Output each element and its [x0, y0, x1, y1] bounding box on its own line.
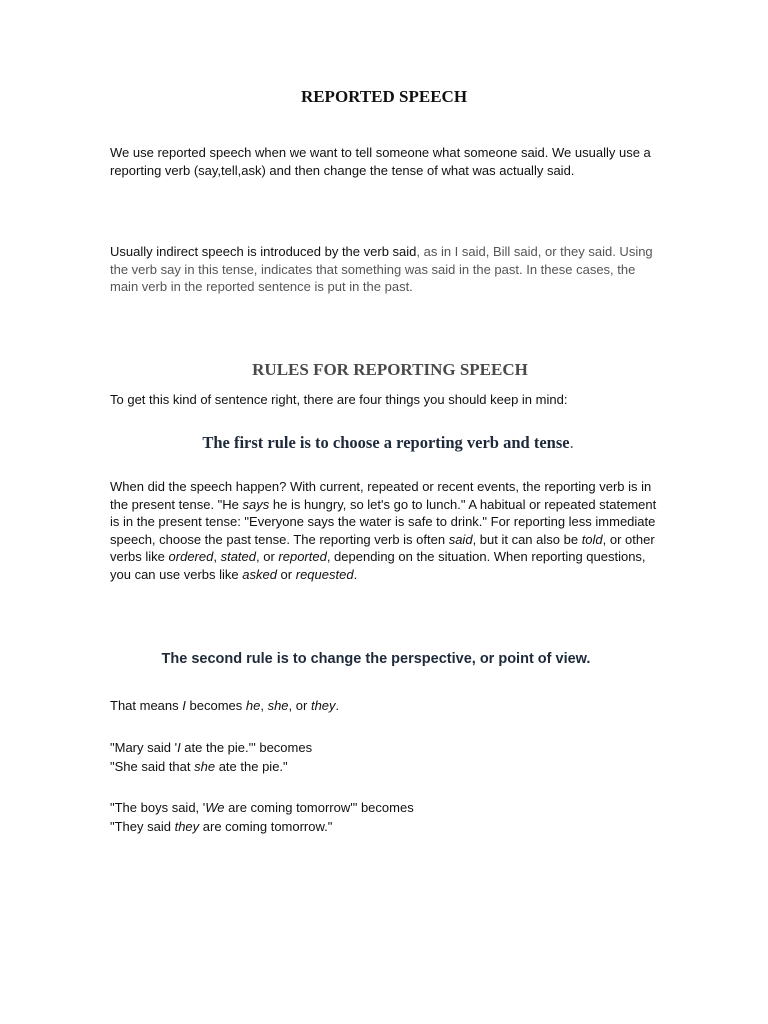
- rule1-text-4: , or other verbs like: [110, 531, 655, 564]
- rule1-text-1: When did the speech happen? With current, repeated or recent events, the reporting verb is in the present tense. "He: [110, 479, 652, 512]
- rule1-stated: stated: [220, 549, 256, 564]
- means-text-d: , or: [288, 698, 311, 713]
- rule1-paragraph: [110, 478, 662, 583]
- means-text-e: .: [335, 698, 340, 713]
- ex1-i: I: [177, 740, 181, 755]
- rules-intro: To get this kind of sentence right, there are four things you should keep in mind:: [110, 392, 568, 407]
- rule2-heading: The second rule is to change the perspective, or point of view.: [161, 651, 591, 667]
- ex1-text-a: "Mary said ': [110, 740, 178, 755]
- ex2-text-c: "They said: [110, 818, 175, 834]
- rule1-heading-period: .: [569, 433, 574, 452]
- rule1-text-8: .: [353, 566, 358, 582]
- rule1-reported: reported: [278, 549, 327, 564]
- means-he: he: [245, 698, 261, 713]
- rule1-heading-text: The first rule is to choose a reporting verb and tense: [202, 433, 570, 452]
- example-1: [110, 739, 662, 775]
- rule1-text-7: or: [276, 566, 296, 582]
- rule1-heading: [0, 433, 768, 453]
- rule1-requested: requested: [295, 566, 354, 582]
- intro-paragraph: We use reported speech when we want to tell someone what someone said. We usually use a reporting verb (say,tell,ask) and then change the tense of what was actually said.: [110, 145, 651, 178]
- rules-heading: RULES FOR REPORTING SPEECH: [252, 360, 528, 379]
- example-1-line-2: [110, 758, 662, 776]
- means-she: she: [267, 698, 289, 713]
- rule1-asked: asked: [242, 566, 277, 582]
- rule1-text-3: , but it can also be: [472, 531, 582, 547]
- example-2-line-1: [110, 799, 662, 817]
- example-1-line-1: [110, 739, 662, 757]
- ex2-text-b: are coming tomorrow'" becomes: [224, 800, 414, 815]
- means-i: I: [182, 698, 186, 713]
- ex1-text-d: ate the pie.": [215, 758, 288, 774]
- example-2: [110, 799, 662, 835]
- rule1-says: says: [242, 496, 270, 512]
- means-text-a: That means: [110, 698, 183, 713]
- indirect-speech-paragraph: [110, 243, 662, 296]
- rule1-text-2: he is hungry, so let's go to lunch." A habitual or repeated statement is in the present tense: "Everyone says the water is safe to drink." For reporting less immediate speech, choose the past tense. The reporting verb is often: [110, 496, 657, 547]
- ex2-text-a: "The boys said, ': [110, 800, 206, 815]
- means-text-c: ,: [260, 698, 268, 713]
- ex2-text-d: are coming tomorrow.": [199, 818, 333, 834]
- rule2-means-line: [110, 697, 662, 715]
- indirect-speech-lead: Usually indirect speech is introduced by the verb said: [110, 244, 417, 259]
- rule1-text-6: , depending on the situation. When reporting questions, you can use verbs like: [110, 549, 646, 582]
- page-title: REPORTED SPEECH: [300, 87, 468, 106]
- ex1-text-b: ate the pie.'" becomes: [180, 740, 313, 755]
- means-text-b: becomes: [185, 698, 246, 713]
- rule1-ordered: ordered: [168, 549, 214, 564]
- ex1-she: she: [194, 758, 216, 774]
- example-2-line-2: [110, 818, 662, 836]
- ex2-they: they: [174, 818, 200, 834]
- means-they: they: [310, 698, 336, 713]
- ex1-text-c: "She said that: [110, 758, 195, 774]
- rule1-told: told: [581, 531, 603, 547]
- rule1-comma: ,: [213, 549, 221, 564]
- rule1-text-5: , or: [256, 549, 279, 564]
- ex2-we: We: [205, 800, 225, 815]
- indirect-speech-rest: , as in I said, Bill said, or they said. Using the verb say in this tense, indicates that something was said in the past. In these cases, the main verb in the reported sentence is put in the past.: [110, 244, 653, 294]
- rule1-said: said: [448, 531, 473, 547]
